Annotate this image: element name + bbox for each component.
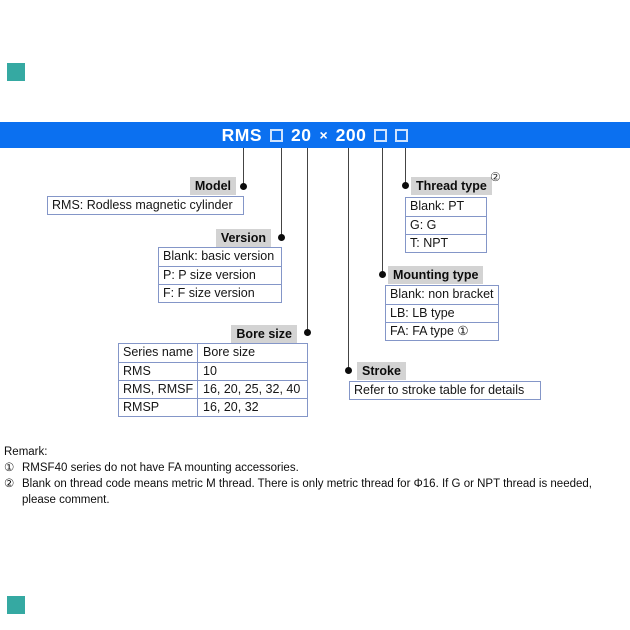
mounting-option-blank: Blank: non bracket — [390, 287, 494, 301]
remark-1-marker: ① — [4, 462, 15, 474]
thread-option-row — [406, 216, 486, 234]
connector-bore-line — [307, 148, 308, 332]
version-option-row — [159, 266, 281, 284]
connector-version-line — [281, 148, 282, 237]
thread-option-t: T: NPT — [410, 236, 449, 250]
connector-thread-dot — [402, 182, 409, 189]
version-option-p: P: P size version — [163, 268, 256, 282]
bore-size-table — [118, 343, 308, 417]
version-options-table — [158, 247, 282, 303]
mounting-option-lb: LB: LB type — [390, 306, 455, 320]
bore-size-header-bore: Bore size — [203, 345, 256, 359]
thread-type-section-label: Thread type — [411, 177, 492, 195]
connector-thread-line — [405, 148, 406, 185]
connector-model-dot — [240, 183, 247, 190]
remark-1-text: RMSF40 series do not have FA mounting accessories. — [22, 462, 299, 474]
mounting-option-row — [386, 304, 498, 322]
connector-stroke-line — [348, 148, 349, 370]
connector-bore-dot — [304, 329, 311, 336]
bore-size-row: RMSP 16, 20, 32 — [119, 398, 307, 416]
code-thread-placeholder-box — [395, 129, 408, 142]
code-multiply-sign: × — [319, 127, 328, 143]
connector-stroke-dot — [345, 367, 352, 374]
code-model-text: RMS — [221, 125, 263, 145]
remarks-block — [4, 444, 622, 508]
mounting-type-section-label: Mounting type — [388, 266, 483, 284]
ordering-code-bar — [0, 122, 630, 148]
code-mounting-placeholder-box — [374, 129, 387, 142]
version-option-f: F: F size version — [163, 286, 255, 300]
model-description-box: RMS: Rodless magnetic cylinder — [47, 196, 244, 215]
mounting-option-fa: FA: FA type ① — [390, 324, 469, 338]
bore-size-header-row — [119, 344, 307, 362]
connector-model-line — [243, 148, 244, 186]
connector-mounting-line — [382, 148, 383, 274]
version-section-label: Version — [216, 229, 271, 247]
mounting-type-table — [385, 285, 499, 341]
thread-type-table — [405, 197, 487, 253]
page-corner-mark-top — [7, 63, 25, 81]
version-option-row — [159, 284, 281, 302]
code-version-placeholder-box — [270, 129, 283, 142]
bore-size-section-label: Bore size — [231, 325, 297, 343]
stroke-description-box: Refer to stroke table for details — [349, 381, 541, 400]
code-stroke-text: 200 — [335, 125, 367, 145]
mounting-option-row — [386, 286, 498, 304]
remark-2-text — [22, 476, 622, 508]
code-bore-text: 20 — [291, 125, 312, 145]
thread-option-g: G: G — [410, 218, 437, 232]
model-section-label: Model — [190, 177, 236, 195]
connector-mounting-dot — [379, 271, 386, 278]
connector-version-dot — [278, 234, 285, 241]
mounting-option-row — [386, 322, 498, 340]
remarks-title: Remark: — [4, 446, 48, 458]
thread-option-blank: Blank: PT — [410, 199, 465, 213]
page-corner-mark-bottom — [7, 596, 25, 614]
version-option-row — [159, 248, 281, 266]
remark-2-line-2: please comment. — [22, 494, 110, 506]
thread-option-row — [406, 234, 486, 252]
bore-size-header-series: Series name — [119, 344, 198, 362]
bore-size-row: RMS 10 — [119, 362, 307, 380]
thread-option-row — [406, 198, 486, 216]
remark-2-marker: ② — [4, 478, 15, 490]
remark-item-1 — [4, 460, 622, 476]
thread-type-note-ref: ② — [490, 170, 501, 184]
remark-item-2 — [4, 476, 622, 508]
remark-2-line-1: Blank on thread code means metric M thread. There is only metric thread for Φ16. If G or NPT thread is needed, — [22, 478, 592, 490]
bore-size-row: RMS, RMSF 16, 20, 25, 32, 40 — [119, 380, 307, 398]
version-option-blank: Blank: basic version — [163, 249, 275, 263]
stroke-section-label: Stroke — [357, 362, 406, 380]
